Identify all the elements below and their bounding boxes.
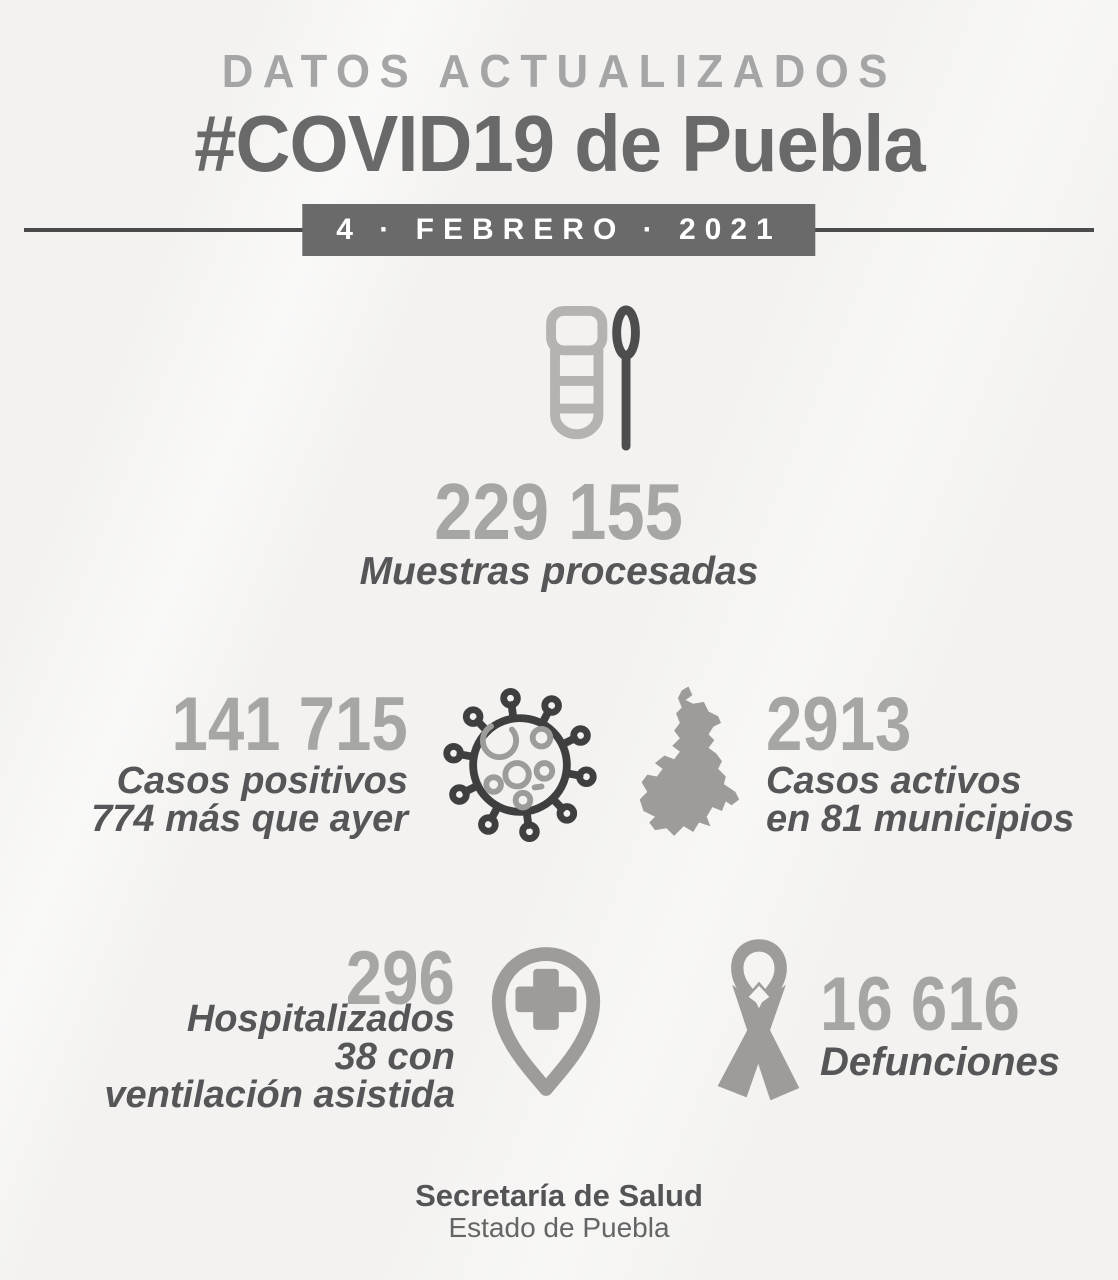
casos-positivos-label-line2: 774 más que ayer: [91, 798, 408, 840]
mourning-ribbon-icon: [697, 937, 821, 1113]
casos-activos-value: 2913: [766, 682, 912, 767]
defunciones-label: Defunciones: [820, 1040, 1061, 1084]
casos-activos-label-line2: en 81 municipios: [766, 798, 1075, 840]
page-title: [0, 98, 1118, 190]
puebla-map-icon: [632, 683, 766, 849]
defunciones-value: 16 616: [820, 962, 1020, 1047]
muestras-value: 229 155: [434, 467, 684, 556]
test-tube-swab-icon: [546, 304, 640, 452]
muestras-label: Muestras procesadas: [359, 550, 759, 593]
casos-positivos-label-line1: Casos positivos: [116, 760, 408, 802]
footer-region: Estado de Puebla: [448, 1212, 670, 1243]
virus-icon: [437, 682, 603, 848]
hospitalizados-label-line3: ventilación asistida: [104, 1074, 455, 1116]
kicker-heading: [0, 44, 1118, 98]
hospitalizados-label-line1: Hospitalizados: [186, 998, 455, 1040]
hospitalizados-label-line2: 38 con: [334, 1036, 455, 1078]
date-banner: 4 · FEBRERO · 2021: [302, 204, 815, 256]
page-title-text: #COVID19 de Puebla: [193, 99, 925, 188]
casos-activos-label-line1: Casos activos: [766, 760, 1022, 802]
kicker-text: DATOS ACTUALIZADOS: [221, 45, 897, 97]
footer-organization: Secretaría de Salud: [415, 1178, 703, 1213]
casos-positivos-value: 141 715: [171, 682, 408, 767]
medical-cross-pin-icon: [482, 940, 610, 1103]
hospitalizados-value: 296: [345, 936, 455, 1021]
